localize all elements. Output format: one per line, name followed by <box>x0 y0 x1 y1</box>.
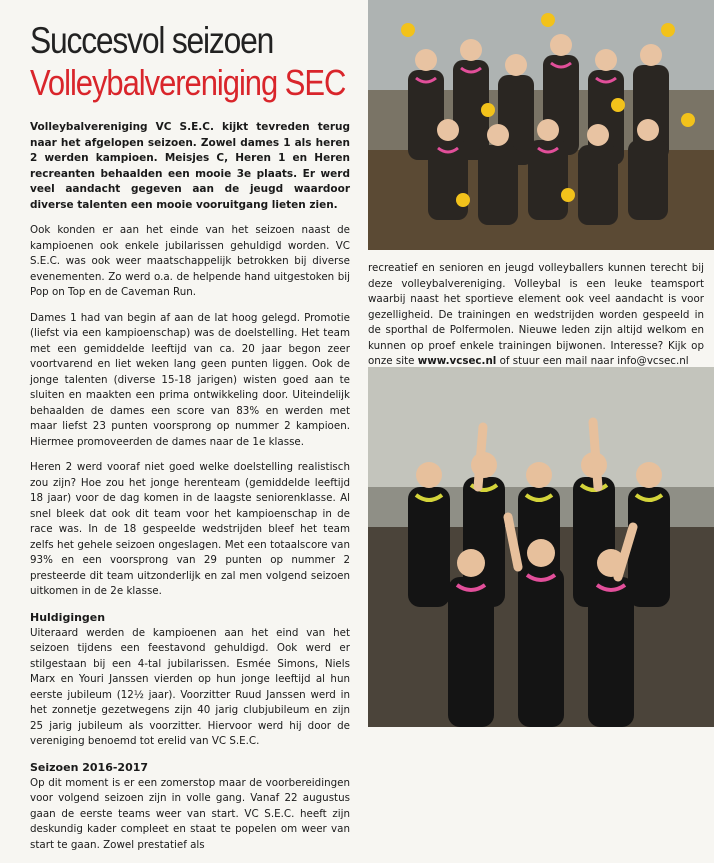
paragraph-contact-text: of stuur een mail naar info@vcsec.nl <box>496 355 689 367</box>
paragraph-recreatief <box>368 261 704 370</box>
paragraph-heren2: Heren 2 werd vooraf niet goed welke doelstelling realistisch zou zijn? Hoe zou het jonge herenteam (gemiddelde leeftijd 18 jaar) voor de dag komen in de laagste seniorenklasse. Al snel bleek dat ook dit team voor het kampioenschap in de race was. In de 18 gespeelde wedstrijden bleef het team zelfs het gehele seizoen ongeslagen. Met een totaalscore van 93% en een voorsprong van 29 punten op nummer 2 presteerde dit team uitzonderlijk en zal men volgend seizoen uitkomen in de 2e klasse. <box>30 461 350 597</box>
paragraph-dames1: Dames 1 had van begin af aan de lat hoog gelegd. Promotie (liefst via een kampioenschap) was de doelstelling. Het team met een gemiddelde leeftijd van ca. 20 jaar begon zeer voortvarend en liet weken lang geen punten liggen. Ook de jonge talenten (diverse 15-18 jarigen) wisten goed aan te sluiten en maakten een prima ontwikkeling door. Uiteindelijk behaalden de dames een score van 83% en werden met maar liefst 23 punten voorsprong op nummer 2 kampioen. Hiermee promoveerden de dames naar de 1e klasse. <box>30 311 350 448</box>
lead-paragraph: Volleybalvereniging VC S.E.C. kijkt tevreden terug naar het afgelopen seizoen. Zowel dames 1 als heren 2 werden kampioen. Meisjes C, Heren 1 en Heren recreanten behaalden een mooie 3e plaats. Er werd veel aandacht gegeven aan de jeugd waardoor diverse talenten een mooie vooruitgang lieten zien. <box>30 121 350 211</box>
article-title: Succesvol seizoen <box>30 20 274 61</box>
paragraph-recreatief-text: recreatief en senioren en jeugd volleyballers kunnen terecht bij deze volleybalvereniging. Volleybal is een leuke teamsport waarbij naast het sportieve element ook veel aandacht is voor gezelligheid. De trainingen en wedstrijden worden gespeeld in de sporthal de Polfermolen. Nieuwe leden zijn altijd welkom en kunnen op proef enkele trainingen bijwonen. Interesse? Kijk op onze site <box>368 262 704 367</box>
photo-heren-team <box>368 367 714 727</box>
left-column <box>30 120 350 863</box>
website-link[interactable]: www.vcsec.nl <box>417 355 497 367</box>
photo-dames-team <box>368 0 714 250</box>
paragraph-jubilarissen: Ook konden er aan het einde van het seizoen naast de kampioenen ook enkele jubilarissen gehuldigd worden. VC S.E.C. was ook weer maatschappelijk betrokken bij diverse evenementen. Zo werd o.a. de helpende hand uitgestoken bij Pop on Top en de Caveman Run. <box>30 224 350 298</box>
paragraph-seizoen: Op dit moment is er een zomerstop maar de voorbereidingen voor volgend seizoen zijn in volle gang. Vanaf 22 augustus gaan de eerste teams weer van start. VC S.E.C. heeft zijn deskundig kader compleet en staat te popelen om weer van start te gaan. Zowel prestatief als <box>30 776 350 851</box>
heading-seizoen: Seizoen 2016-2017 <box>30 760 149 774</box>
heading-huldigingen: Huldigingen <box>30 610 106 624</box>
right-column <box>368 261 704 380</box>
paragraph-huldigingen: Uiteraard werden de kampioenen aan het eind van het seizoen tijdens een feestavond gehuldigd. Ook werd er stilgestaan bij een 4-tal jubilarissen. Esmée Simons, Niels Marx en Youri Janssen vierden op hun jonge leeftijd al hun eerste jubileum (12½ jaar). Voorzitter Ruud Janssen werd in het zonnetje gezetwegens zijn 40 jarig clubjubileum en zijn 25 jarig jubileum als voorzitter. Hiervoor werd hij door de vereniging benoemd tot erelid van VC S.E.C. <box>30 626 350 747</box>
article-subtitle: Volleybalvereniging SEC <box>30 62 346 103</box>
